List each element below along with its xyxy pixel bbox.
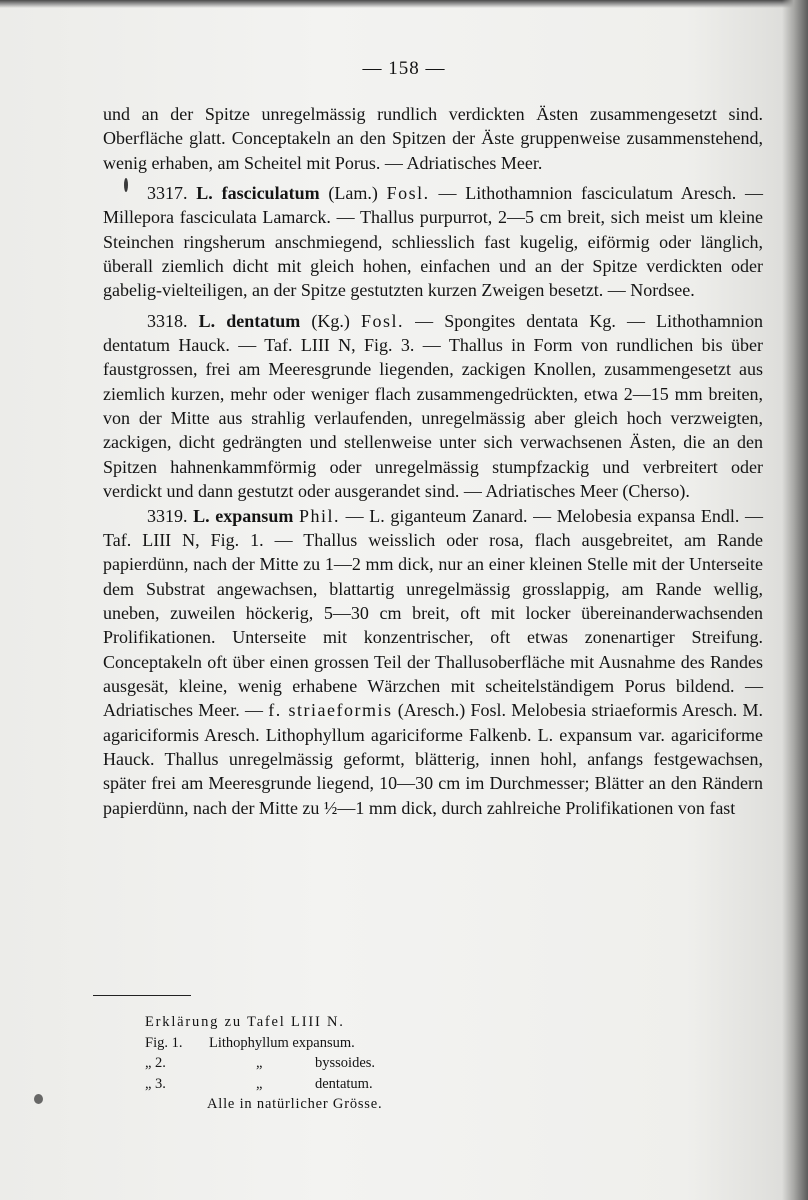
entry-description: — L. giganteum Zanard. — Melobesia expansa Endl. — Taf. LIII N, Fig. 1. — Thallus weisslich oder rosa, flach ausgebreitet, am Rande papierdünn, nach der Mitte zu 1—2 mm dick, nur an einer kleinen Stelle mit der Unterseite dem Substrat angewachsen, blattartig unregelmässig grosslappig, am Rande wellig, uneben, zuweilen höckerig, 5—30 cm breit, oft mit locker übereinanderwachsenden Prolifikationen. Unterseite mit konzentrischer, oft etwas zonenartiger Streifung. Conceptakeln oft über einen grossen Teil der Thallusoberfläche mit Ausnahme des Randes ausgesät, kleine, wenig erhabene Wärzchen mit scheitelständigem Porus bildend. — Adriatisches Meer. — — [103, 505, 764, 721]
entry-3317 — [103, 181, 763, 303]
paragraph-continuation: und an der Spitze unregelmässig rundlich verdickten Ästen zusammengesetzt sind. Oberfläche glatt. Conceptakeln an den Spitzen der Äste gruppenweise zusammenstehend, wenig erhaben, am Scheitel mit Porus. — Adriatisches Meer. — [103, 104, 763, 173]
figure-species: Lithophyllum expansum. — [209, 1034, 355, 1051]
footnote-rule — [93, 995, 191, 996]
entry-description-continued: (Aresch.) Fosl. Melobesia striaeformis Aresch. M. agariciformis Aresch. Lithophyllum agariciforme Falkenb. L. expansum var. agariciforme Hauck. Thallus unregelmässig geformt, blätterig, innen hohl, anfangs festgewachsen, später frei am Meeresgrunde liegend, 10—30 cm im Durchmesser; Blätter an den Rändern papierdünn, nach der Mitte zu ½—1 mm dick, durch zahlreiche Prolifikationen von fast — [103, 700, 763, 818]
caption-title: Erklärung zu Tafel LIII N. — [145, 1014, 345, 1030]
ink-blot — [34, 1094, 43, 1104]
figure-species: dentatum. — [315, 1075, 373, 1092]
ditto-mark: „ — [256, 1055, 263, 1071]
genus-abbrev: L. — [193, 505, 210, 526]
ditto-mark: „ — [256, 1075, 263, 1092]
entry-3318 — [103, 309, 763, 504]
authority-spaced: Phil. — [298, 505, 340, 526]
plate-caption — [145, 1012, 465, 1115]
authority-spaced: Fosl. — [360, 310, 404, 331]
entry-3319 — [103, 504, 763, 820]
scan-right-edge — [782, 0, 808, 1200]
figure-label: „ 2. — [145, 1055, 166, 1071]
entry-description: — Spongites dentata Kg. — Lithothamnion dentatum Hauck. — Taf. LIII N, Fig. 3. — Thallus in Form von rundlichen bis über faustgrossen, frei am Meeresgrunde liegenden, zackigen Knollen, zusammengesetzt aus ziemlich kurzen, mehr oder weniger flach zusammengedrückten, etwa 2—15 mm breiten, von der Mitte aus strahlig verlaufenden, unregelmässig aber gleich hoch verzweigten, zackigen, dicht gedrängten und stellenweise unter sich verwachsenen Ästen, die an den Spitzen hahnenkammförmig oder unregelmässig stumpfzackig und verbreitert oder verdickt und dann gestutzt oder ausgerandet sind. — Adriatisches Meer (Cherso). — [103, 310, 764, 502]
species-name: dentatum — [226, 310, 301, 331]
caption-row — [145, 1033, 465, 1054]
entry-number: 3319. — [147, 505, 188, 526]
caption-row — [145, 1053, 465, 1074]
main-text — [103, 102, 763, 820]
genus-abbrev: L. — [198, 310, 216, 331]
page-number: — 158 — — [362, 58, 446, 79]
figure-label: „ 3. — [145, 1075, 166, 1092]
authority: (Kg.) — [311, 310, 350, 331]
species-name: fasciculatum — [221, 183, 320, 204]
figure-label: Fig. 1. — [145, 1034, 183, 1051]
scan-top-edge — [0, 0, 808, 8]
species-name: expansum — [215, 505, 294, 526]
caption-row — [145, 1074, 465, 1095]
entry-description: — Lithothamnion fasciculatum Aresch. — Millepora fasciculata Lamarck. — Thallus purpurrot, 2—5 cm breit, sich meist um kleine Steinchen ringsherum anschmiegend, schliesslich fast kugelig, eiförmig oder länglich, überall ziemlich dicht mit gleich hohen, einfachen und an der Spitze verdickten oder gabelig-vielteiligen, an der Spitze gestutzten kurzen Zweigen besetzt. — Nordsee. — [103, 183, 763, 301]
caption-footer: Alle in natürlicher Grösse. — [207, 1096, 383, 1112]
authority-spaced: Fosl. — [386, 183, 430, 204]
authority: (Lam.) — [328, 183, 378, 204]
genus-abbrev: L. — [196, 183, 213, 204]
form-name: f. striaeformis — [268, 700, 393, 721]
figure-species: byssoides. — [315, 1055, 376, 1071]
entry-number: 3317. — [147, 183, 188, 204]
entry-number: 3318. — [147, 310, 188, 331]
